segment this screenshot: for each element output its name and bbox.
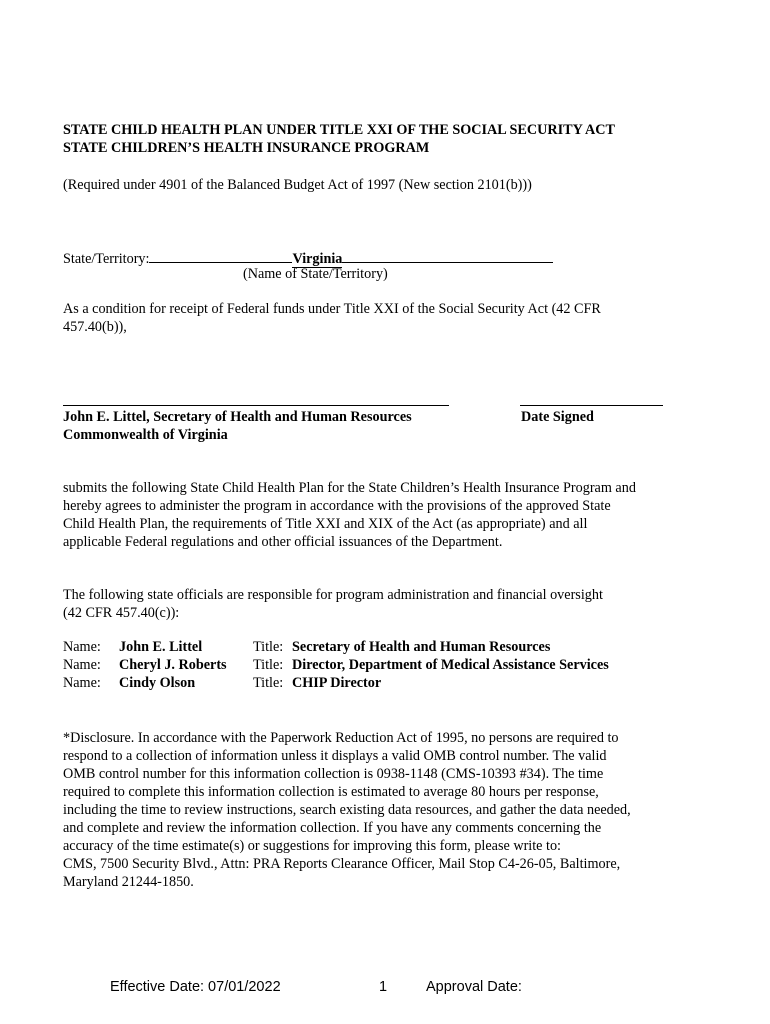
condition-text-line-2: 457.40(b)), bbox=[63, 319, 127, 335]
official-title: CHIP Director bbox=[292, 675, 382, 691]
title-label: Title: bbox=[253, 639, 284, 655]
disclosure-line: CMS, 7500 Security Blvd., Attn: PRA Reports Clearance Officer, Mail Stop C4-26-05, Baltimore, bbox=[63, 856, 621, 872]
official-title: Director, Department of Medical Assistance Services bbox=[292, 657, 609, 673]
document-title bbox=[63, 121, 615, 157]
effective-date: Effective Date: 07/01/2022 bbox=[110, 979, 281, 995]
submission-line: Child Health Plan, the requirements of Title XXI and XIX of the Act (as appropriate) and all bbox=[63, 516, 588, 532]
subtitle: (Required under 4901 of the Balanced Budget Act of 1997 (New section 2101(b))) bbox=[63, 177, 532, 193]
officials-intro-line: The following state officials are responsible for program administration and financial oversight bbox=[63, 587, 603, 603]
official-name: Cheryl J. Roberts bbox=[119, 657, 227, 673]
official-name: Cindy Olson bbox=[119, 675, 196, 691]
title-line-2: STATE CHILDREN’S HEALTH INSURANCE PROGRAM bbox=[63, 140, 430, 156]
state-underline-right bbox=[342, 247, 553, 263]
signature-line bbox=[63, 405, 449, 406]
approval-date: Approval Date: bbox=[426, 979, 522, 995]
title-line-1: STATE CHILD HEALTH PLAN UNDER TITLE XXI OF THE SOCIAL SECURITY ACT bbox=[63, 122, 616, 138]
date-signed-line bbox=[520, 405, 663, 406]
disclosure-line: accuracy of the time estimate(s) or suggestions for improving this form, please write to: bbox=[63, 838, 562, 854]
submission-line: submits the following State Child Health Plan for the State Children’s Health Insurance Program and bbox=[63, 480, 636, 496]
submission-line: applicable Federal regulations and other official issuances of the Department. bbox=[63, 534, 503, 550]
disclosure-line: and complete and review the information collection. If you have any comments concerning the bbox=[63, 820, 602, 836]
name-label: Name: bbox=[63, 639, 101, 655]
date-signed-label: Date Signed bbox=[521, 409, 594, 425]
submission-line: hereby agrees to administer the program in accordance with the provisions of the approved State bbox=[63, 498, 611, 514]
disclosure-line: respond to a collection of information unless it displays a valid OMB control number. The valid bbox=[63, 748, 607, 764]
signer-name: John E. Littel, Secretary of Health and Human Resources bbox=[63, 409, 412, 425]
name-label: Name: bbox=[63, 657, 101, 673]
state-field-caption: (Name of State/Territory) bbox=[243, 266, 388, 282]
disclosure-line: *Disclosure. In accordance with the Paperwork Reduction Act of 1995, no persons are required to bbox=[63, 730, 619, 746]
condition-text bbox=[63, 300, 703, 336]
disclosure-line: OMB control number for this information collection is 0938-1148 (CMS-10393 #34). The time bbox=[63, 766, 604, 782]
signer-organization: Commonwealth of Virginia bbox=[63, 427, 228, 443]
submission-text bbox=[63, 479, 723, 551]
official-name: John E. Littel bbox=[119, 639, 203, 655]
disclosure-line: required to complete this information collection is estimated to average 80 hours per response, bbox=[63, 784, 599, 800]
state-field-label: State/Territory: bbox=[63, 251, 150, 267]
officials-intro-line: (42 CFR 457.40(c)): bbox=[63, 605, 180, 621]
condition-text-line-1: As a condition for receipt of Federal funds under Title XXI of the Social Security Act (42 CFR bbox=[63, 301, 601, 317]
title-label: Title: bbox=[253, 675, 284, 691]
name-label: Name: bbox=[63, 675, 101, 691]
disclosure-text bbox=[63, 729, 733, 891]
disclosure-line: Maryland 21244-1850. bbox=[63, 874, 194, 890]
state-underline-left bbox=[149, 247, 292, 263]
officials-intro bbox=[63, 586, 703, 622]
disclosure-line: including the time to review instructions, search existing data resources, and gather the data needed, bbox=[63, 802, 631, 818]
page-number: 1 bbox=[379, 979, 388, 995]
state-field-value: Virginia bbox=[292, 251, 343, 267]
title-label: Title: bbox=[253, 657, 284, 673]
official-title: Secretary of Health and Human Resources bbox=[292, 639, 551, 655]
